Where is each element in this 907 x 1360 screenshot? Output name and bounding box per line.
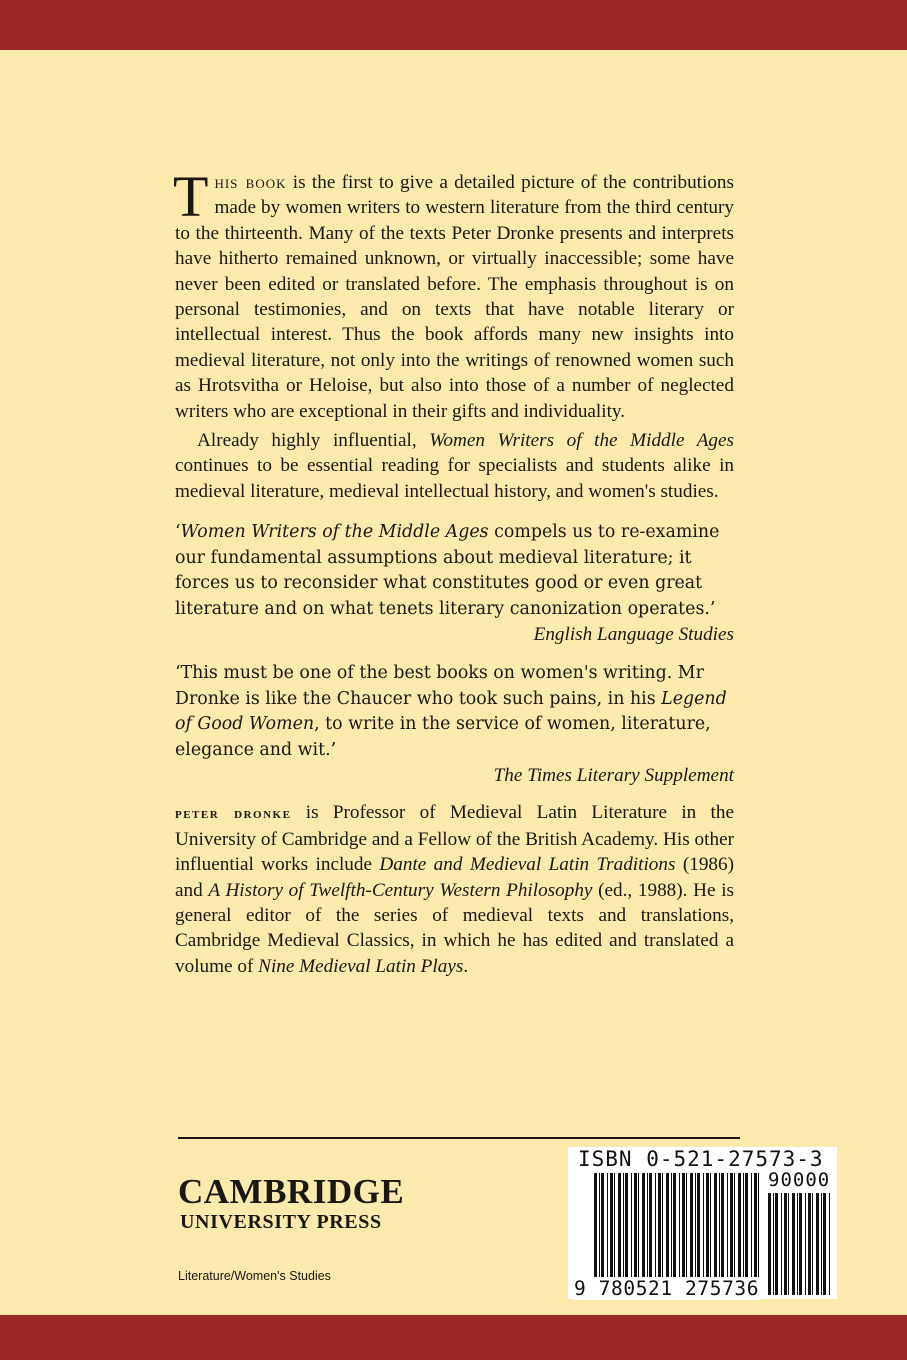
- description-paragraph-2: Already highly influential, Women Writers of the Middle Ages continues to be essential reading for specialists and students alike in medieval literature, medieval intellectual history, and women's studies.: [175, 430, 734, 502]
- barcode-bar: [775, 1193, 778, 1295]
- barcode-bar: [788, 1193, 789, 1295]
- publisher-subtitle: UNIVERSITY PRESS: [180, 1211, 382, 1233]
- barcode: [568, 1147, 837, 1299]
- divider-rule: [178, 1137, 740, 1139]
- review-quote-2: ‘This must be one of the best books on women's writing. Mr Dronke is like the Chaucer who took such pains, in his Legend of Good Women, to write in the service of women, literature, elegance and wit.’: [175, 663, 727, 760]
- subject-category: Literature/Women's Studies: [178, 1269, 331, 1283]
- ean-number: 9 780521 275736: [574, 1277, 760, 1300]
- price-code: 90000: [768, 1169, 831, 1191]
- review-source-1: English Language Studies: [533, 623, 734, 645]
- barcode-bar: [773, 1193, 774, 1295]
- book-title: Women Writers of the Middle Ages: [429, 430, 734, 452]
- author-bio: peter dronke is Professor of Medieval Latin Literature in the University of Cambridge and a Fellow of the British Academy. His other influential works include Dante and Medieval Latin Traditions (1986) and A History of Twelfth-Century Western Philosophy (ed., 1988). He is general editor of the series of medieval texts and translations, Cambridge Medieval Classics, in which he has edited and translated a volume of Nine Medieval Latin Plays.: [175, 802, 734, 977]
- barcode-bar: [808, 1193, 811, 1295]
- barcode-bar: [799, 1193, 802, 1295]
- review-source-2: The Times Literary Supplement: [493, 764, 734, 786]
- back-cover-text: [173, 164, 734, 979]
- review-quote-1: ‘Women Writers of the Middle Ages compels us to re-examine our fundamental assumptions about medieval literature; it forces us to reconsider what constitutes good or even great literature and on what tenets literary canonization operates.’: [175, 522, 720, 619]
- publisher-logo: CAMBRIDGE: [178, 1172, 405, 1211]
- barcode-bar: [768, 1193, 771, 1295]
- barcode-bar: [781, 1193, 782, 1295]
- bottom-color-band: [0, 1315, 907, 1360]
- barcode-bar: [784, 1193, 787, 1295]
- description-text-1: is the first to give a detailed picture of the contributions made by women writers to western literature from the third century to the thirteenth. Many of the texts Peter Dronke presents and interprets have hitherto remained unknown, or virtually inaccessible; some have never been edited or translated before. The emphasis throughout is on personal testimonies, and on texts that have notable literary or intellectual interest. Thus the book affords many new insights into medieval literature, not only into the writings of renowned women such as Hrotsvitha or Heloise, but also into those of a number of neglected writers who are exceptional in their gifts and individuality.: [175, 172, 734, 422]
- isbn-number: ISBN 0-521-27573-3: [578, 1147, 824, 1171]
- top-color-band: [0, 0, 907, 50]
- description-paragraph-1: [173, 164, 734, 424]
- lead-in: his book: [214, 172, 287, 193]
- drop-cap: T: [173, 164, 209, 229]
- barcode-bar: [812, 1193, 813, 1295]
- barcode-bar: [829, 1193, 830, 1295]
- barcode-bar: [823, 1193, 826, 1295]
- barcode-bar: [805, 1193, 806, 1295]
- barcode-bar: [821, 1193, 822, 1295]
- barcode-bar: [797, 1193, 798, 1295]
- barcode-bar: [816, 1193, 819, 1295]
- barcode-bar: [792, 1193, 795, 1295]
- author-name: peter dronke: [175, 805, 292, 823]
